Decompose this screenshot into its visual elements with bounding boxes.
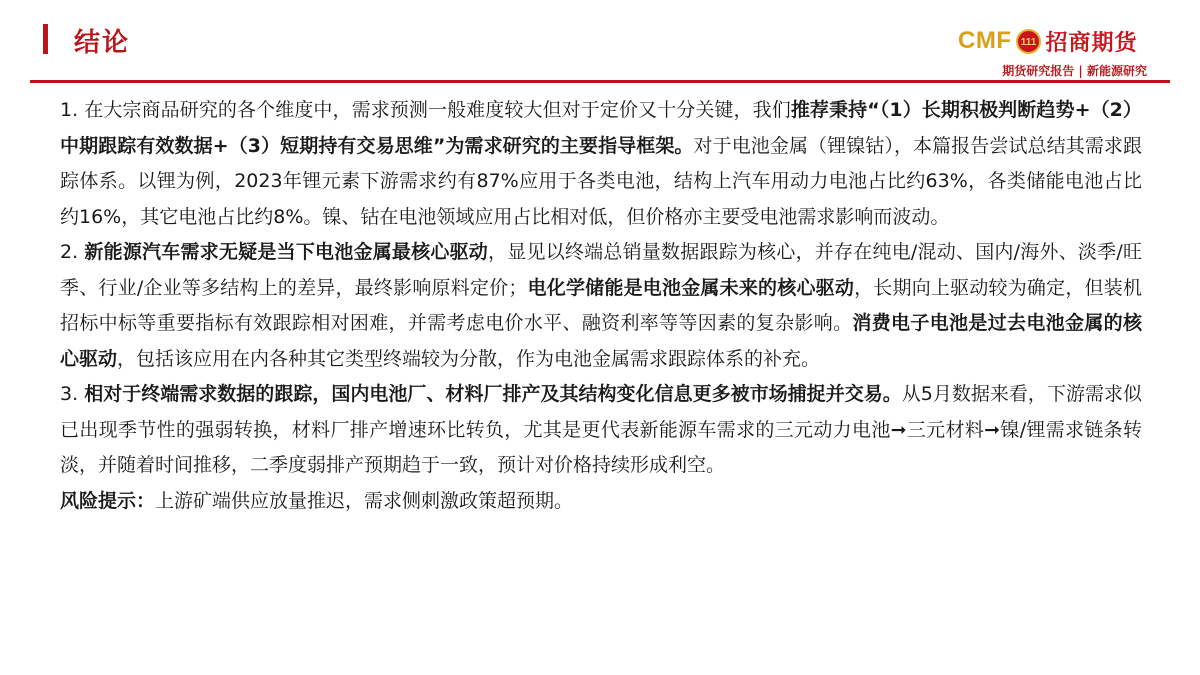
body-text: 2.	[60, 241, 85, 263]
report-category-tag: 期货研究报告 | 新能源研究	[1002, 64, 1147, 78]
paragraph-risk	[60, 484, 1142, 520]
body-text: 上游矿端供应放量推迟，需求侧刺激政策超预期。	[155, 489, 574, 512]
page-title: 结论	[74, 28, 131, 58]
emphasis-text: 新能源汽车需求无疑是当下电池金属最核心驱动	[84, 241, 489, 263]
company-name: 招商期货	[1045, 30, 1138, 56]
paragraph-p1	[60, 93, 1142, 235]
emphasis-text: 推荐秉持“（1）长期积极判断趋势+（2）中期跟踪有效数据+（3）短期持有交易思维”为需求研究的主要指导框架。	[60, 99, 1143, 157]
body-text: ，长期向上驱动较为确定，但装机招标中标等重要指标有效跟踪相对困难，并需考虑电价水平、融资利率等等因素的复杂影响。	[60, 276, 1142, 334]
logo-emblem-icon	[1016, 29, 1041, 54]
body-text: ，显见以终端总销量数据跟踪为核心，并存在纯电/混动、国内/海外、淡季/旺季、行业/企业等多结构上的差异，最终影响原料定价；	[60, 241, 1142, 299]
body-text: 1. 在大宗商品研究的各个维度中，需求预测一般难度较大但对于定价又十分关键，我们	[60, 99, 791, 121]
header-divider	[30, 80, 1170, 83]
conclusion-body	[60, 93, 1142, 519]
logo-emblem-text: 111	[1021, 37, 1037, 47]
emphasis-text: 相对于终端需求数据的跟踪，国内电池厂、材料厂排产及其结构变化信息更多被市场捕捉并交易。	[84, 383, 902, 405]
company-logo	[958, 24, 1163, 58]
paragraph-p2	[60, 235, 1142, 377]
body-text: 3.	[60, 383, 85, 405]
logo-cmf-text: CMF	[958, 27, 1012, 54]
body-text: ，包括该应用在内各种其它类型终端较为分散，作为电池金属需求跟踪体系的补充。	[117, 347, 821, 370]
paragraph-p3	[60, 377, 1142, 484]
title-accent-bar	[43, 24, 48, 54]
body-text: 从5月数据来看，下游需求似已出现季节性的强弱转换，材料厂排产增速环比转负，尤其是更代表新能源车需求的三元动力电池➞三元材料➞镍/锂需求链条转淡，并随着时间推移，二季度弱排产预期趋于一致，预计对价格持续形成利空。	[60, 383, 1142, 476]
emphasis-text: 电化学储能是电池金属未来的核心驱动	[527, 276, 855, 299]
emphasis-text: 风险提示：	[60, 489, 156, 512]
emphasis-text: 消费电子电池是过去电池金属的核心驱动	[60, 312, 1142, 370]
body-text: 对于电池金属（锂镍钴），本篇报告尝试总结其需求跟踪体系。以锂为例，2023年锂元素下游需求约有87%应用于各类电池，结构上汽车用动力电池占比约63%，各类储能电池占比约16%，其它电池占比约8%。镍、钴在电池领域应用占比相对低，但价格亦主要受电池需求影响而波动。	[60, 134, 1142, 228]
